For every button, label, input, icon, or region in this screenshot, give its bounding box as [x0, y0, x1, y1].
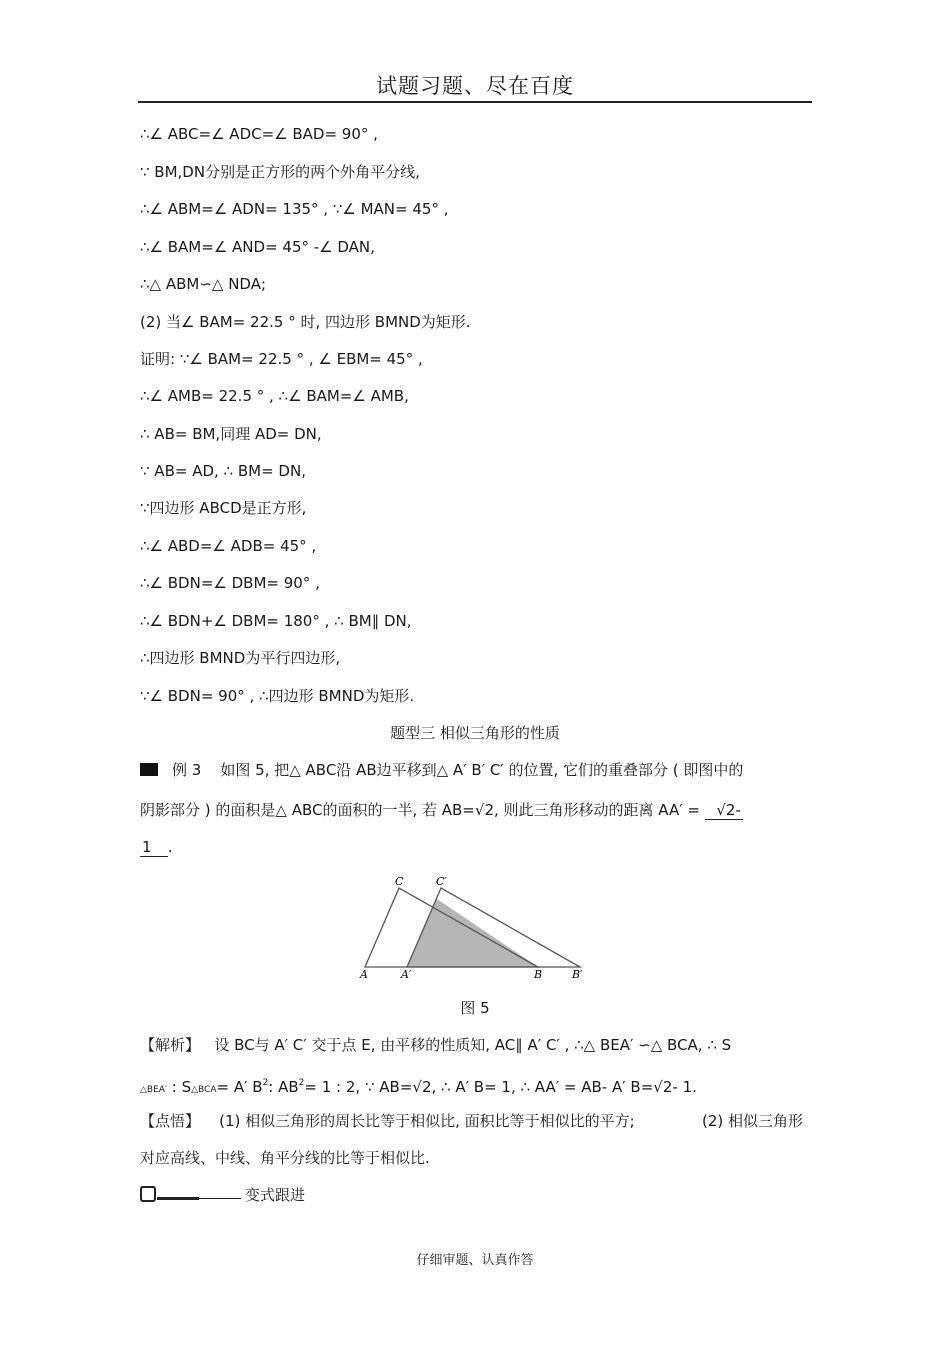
- sqrt-icon: √: [412, 1078, 422, 1096]
- label-b: B: [534, 968, 543, 981]
- example-marker-icon: [140, 763, 158, 776]
- sqrt-icon: √: [653, 1078, 663, 1096]
- variant-heading: [140, 1185, 305, 1205]
- insight-line-1b: (2) 相似三角形: [702, 1112, 804, 1130]
- proof-line: ∵四边形 ABCD是正方形,: [140, 499, 307, 517]
- proof-line: ∴△ ABM∽△ NDA;: [140, 275, 267, 293]
- analysis-text: = A′ B: [216, 1078, 263, 1096]
- answer-blank: [705, 801, 743, 820]
- label-a: A: [360, 968, 368, 981]
- analysis-text: : S: [171, 1078, 192, 1096]
- proof-line: ∴∠ BDN+∠ DBM= 180° , ∴ BM∥ DN,: [140, 612, 412, 630]
- proof-line: 证明: ∵∠ BAM= 22.5 ° , ∠ EBM= 45° ,: [140, 350, 423, 368]
- subscript-text: △BCA: [191, 1085, 217, 1095]
- sqrt-icon: √: [716, 801, 726, 819]
- variant-rule-thin: [199, 1198, 241, 1199]
- proof-line: ∴∠ BDN=∠ DBM= 90° ,: [140, 574, 320, 592]
- proof-line: ∵ AB= AD, ∴ BM= DN,: [140, 462, 306, 480]
- example-line-1: [140, 760, 743, 780]
- example-text: 2, 则此三角形移动的距离 AA′ =: [484, 801, 700, 819]
- variant-label: 变式跟进: [245, 1186, 306, 1204]
- page-header-title: 试题习题、尽在百度: [376, 74, 574, 98]
- proof-line: ∴四边形 BMND为平行四边形,: [140, 649, 341, 667]
- answer-text: 1: [142, 838, 152, 856]
- example-label: 例 3: [172, 761, 202, 779]
- insight-line-2: 对应高线、中线、角平分线的比等于相似比.: [140, 1149, 430, 1167]
- analysis-text: 2- 1.: [662, 1078, 697, 1096]
- section-title: 题型三 相似三角形的性质: [390, 724, 560, 742]
- proof-line: ∵∠ BDN= 90° , ∴四边形 BMND为矩形.: [140, 687, 415, 705]
- analysis-line-1: [140, 1035, 731, 1055]
- proof-line: ∵ BM,DN分别是正方形的两个外角平分线,: [140, 163, 420, 181]
- figure-caption: 图 5: [460, 999, 490, 1017]
- answer-blank: [140, 838, 168, 857]
- example-text: 如图 5, 把△ ABC沿 AB边平移到△ A′ B′ C′ 的位置, 它们的重叠部分 ( 即图中的: [220, 761, 744, 779]
- proof-line: ∴∠ BAM=∠ AND= 45° -∠ DAN,: [140, 238, 375, 256]
- proof-line: ∴∠ AMB= 22.5 ° , ∴∠ BAM=∠ AMB,: [140, 387, 409, 405]
- proof-line: ∴∠ ABD=∠ ADB= 45° ,: [140, 537, 317, 555]
- page-footer: 仔细审题、认真作答: [416, 1253, 534, 1268]
- proof-line: ∴∠ ABC=∠ ADC=∠ BAD= 90° ,: [140, 125, 378, 143]
- analysis-text: = 1 : 2, ∵ AB=: [304, 1078, 413, 1096]
- analysis-text: 设 BC与 A′ C′ 交于点 E, 由平移的性质知, AC∥ A′ C′ , ∴△ BEA′ ∽△ BCA, ∴ S: [214, 1036, 732, 1054]
- example-line-3: [140, 837, 173, 857]
- superscript-text: 2: [262, 1078, 269, 1088]
- answer-text: 2-: [725, 801, 741, 819]
- superscript-text: 2: [298, 1078, 305, 1088]
- label-c-prime: C′: [436, 875, 447, 888]
- insight-tag: 【点悟】: [140, 1112, 201, 1130]
- insight-text: (1) 相似三角形的周长比等于相似比, 面积比等于相似比的平方;: [219, 1112, 635, 1130]
- example-line-2: [140, 800, 743, 820]
- analysis-line-2: [140, 1073, 697, 1100]
- proof-line: (2) 当∠ BAM= 22.5 ° 时, 四边形 BMND为矩形.: [140, 313, 471, 331]
- label-a-prime: A′: [401, 968, 412, 981]
- analysis-text: : AB: [268, 1078, 299, 1096]
- label-b-prime: B′: [572, 968, 583, 981]
- analysis-tag: 【解析】: [140, 1036, 201, 1054]
- figure-5-diagram: [350, 870, 600, 982]
- example-text: 阴影部分 ) 的面积是△ ABC的面积的一半, 若 AB=: [140, 801, 475, 819]
- variant-rule: [157, 1197, 199, 1200]
- sqrt-icon: √: [474, 801, 485, 819]
- variant-icon: [140, 1186, 156, 1202]
- header-rule: [138, 101, 812, 103]
- label-c: C: [395, 875, 404, 888]
- proof-line: ∴ AB= BM,同理 AD= DN,: [140, 425, 322, 443]
- example-text: .: [167, 838, 173, 856]
- analysis-text: 2, ∴ A′ B= 1, ∴ AA′ = AB- A′ B=: [421, 1078, 654, 1096]
- subscript-text: △BEA′: [140, 1085, 167, 1095]
- insight-line-1: [140, 1111, 635, 1131]
- proof-line: ∴∠ ABM=∠ ADN= 135° , ∵∠ MAN= 45° ,: [140, 200, 449, 218]
